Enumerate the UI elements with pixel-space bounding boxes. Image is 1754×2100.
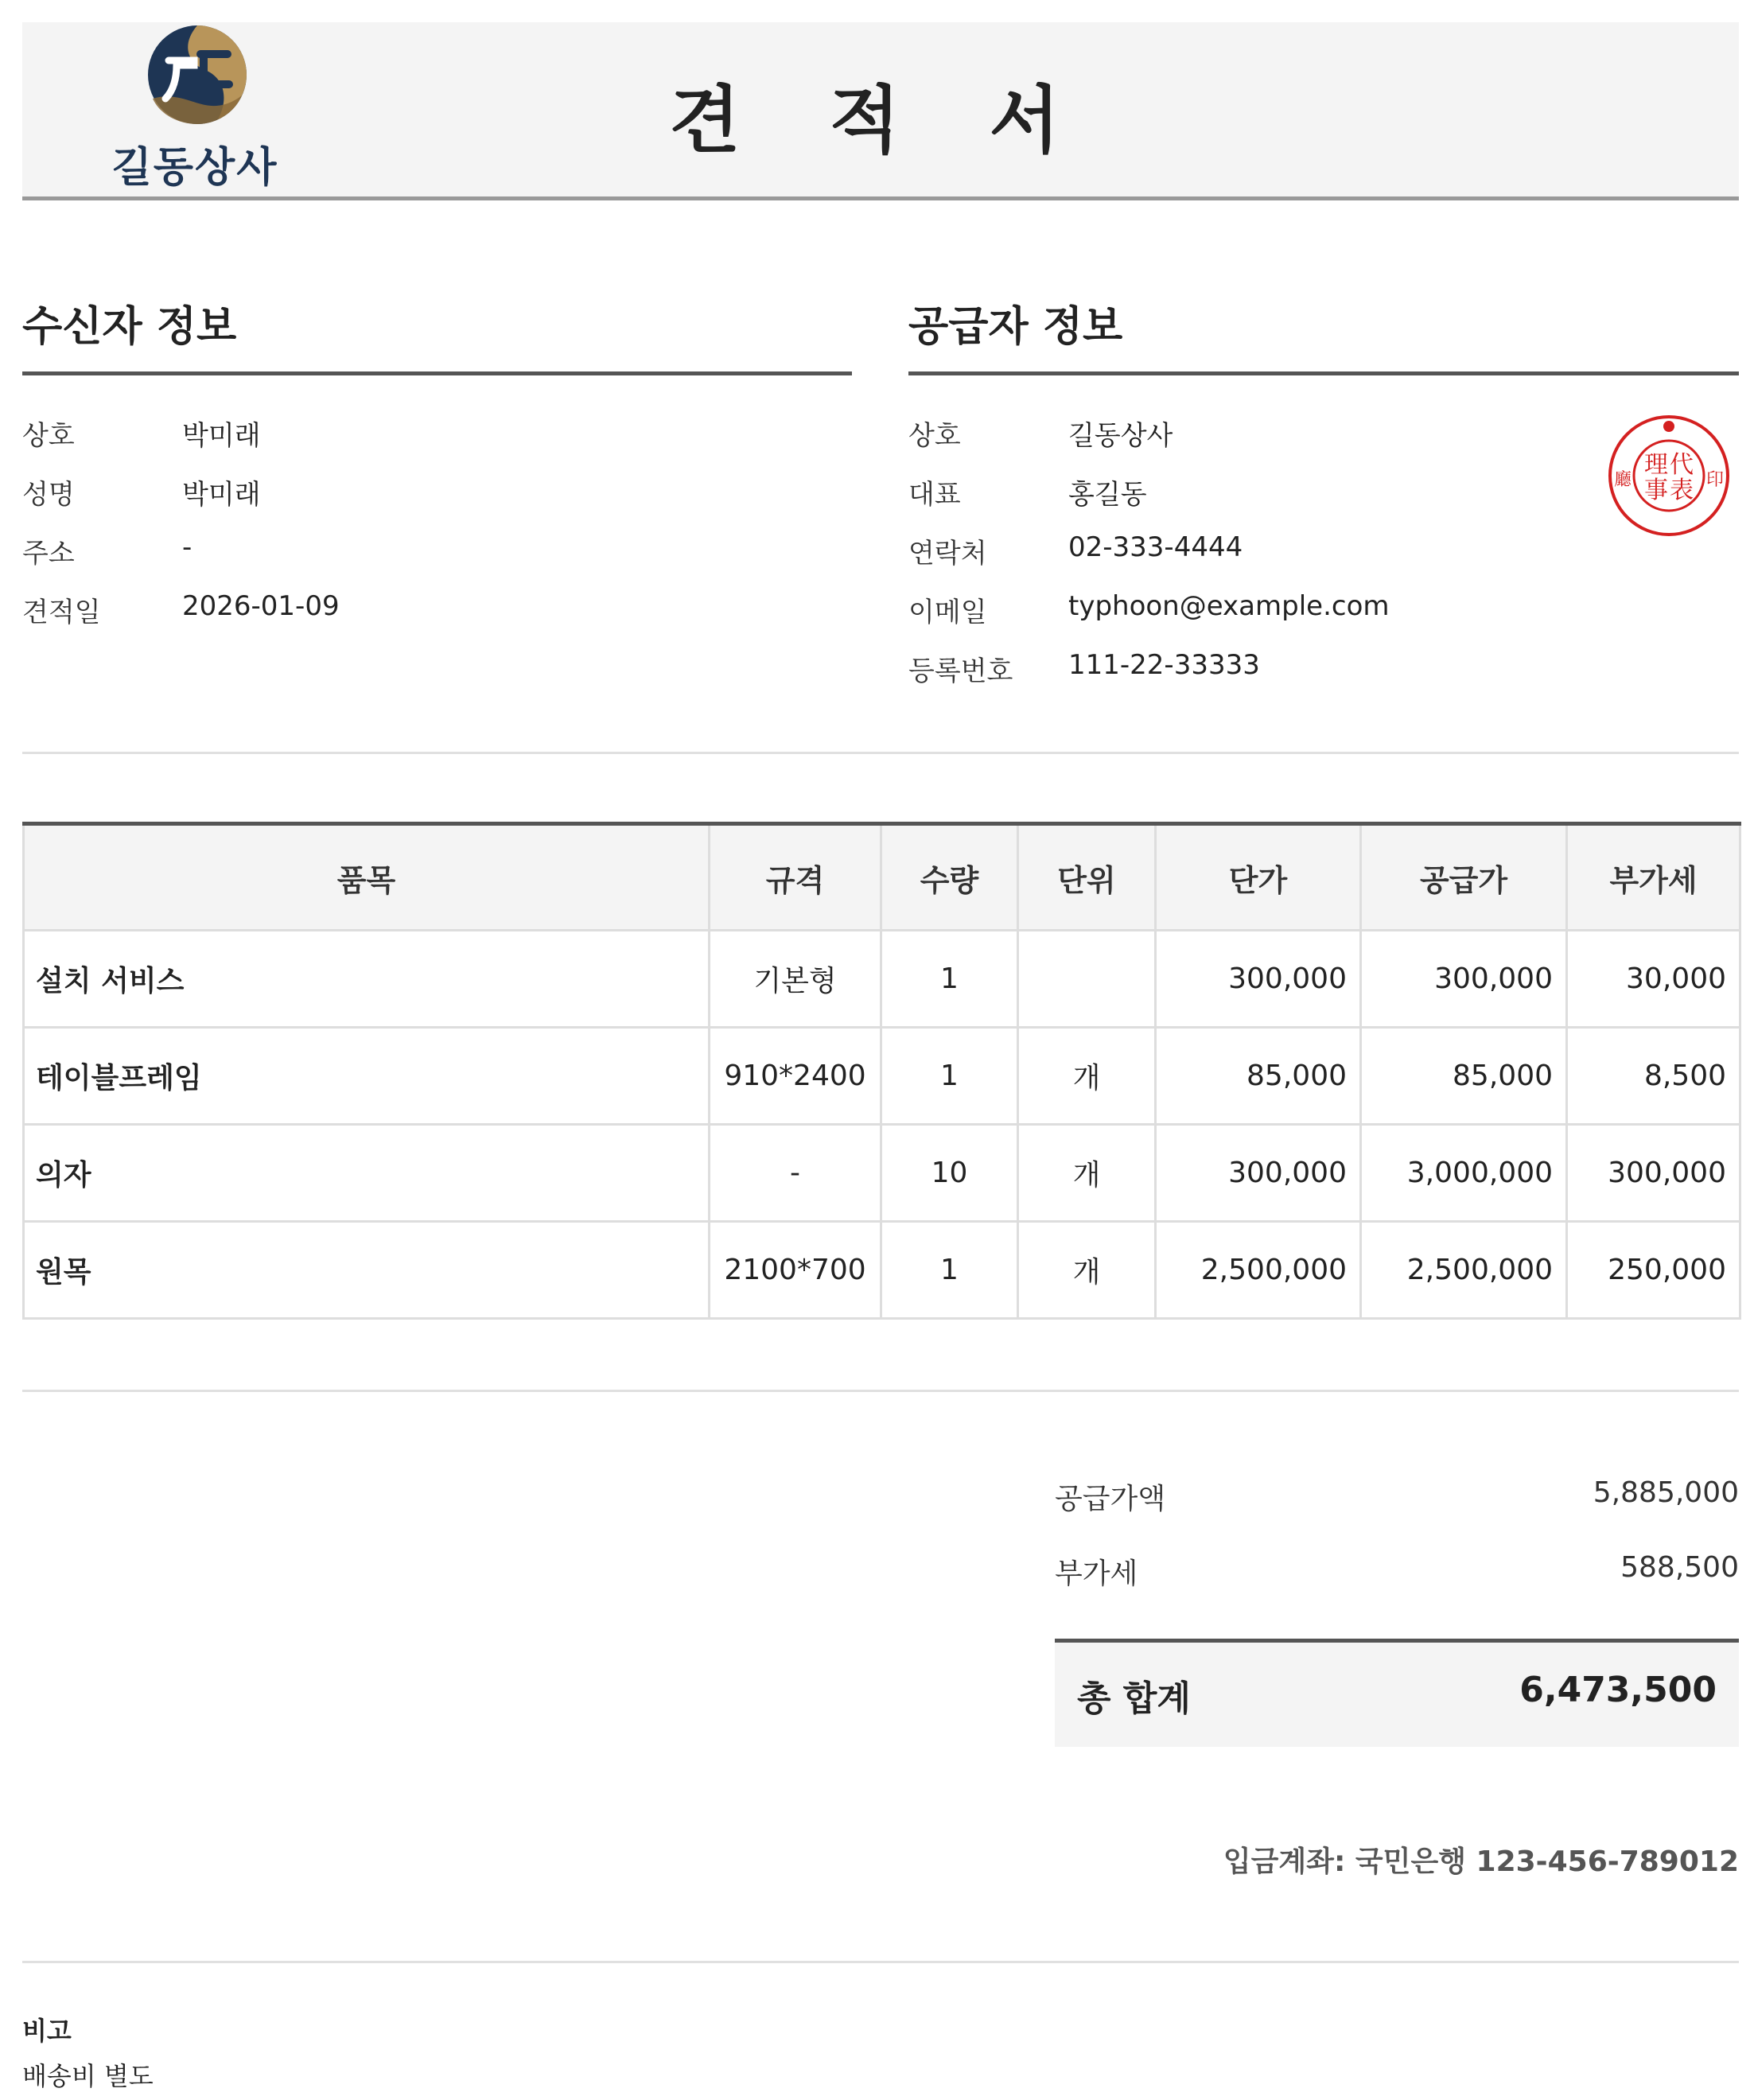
column-header-unit: 단위 [1018, 824, 1156, 931]
supplier-company-label: 상호 [908, 420, 961, 452]
item-qty: 1 [881, 1028, 1018, 1125]
seal-char: 理 [1644, 451, 1668, 479]
item-vat: 30,000 [1567, 931, 1740, 1028]
seal-char: 廳 [1613, 470, 1632, 490]
column-header-unit-price: 단가 [1156, 824, 1361, 931]
document-title: 견 적 서 [669, 78, 1092, 163]
item-unit-price: 2,500,000 [1156, 1222, 1361, 1319]
item-spec: 2100*700 [710, 1222, 881, 1319]
recipient-company-value: 박미래 [182, 420, 261, 452]
seal-char: 代 [1670, 451, 1694, 479]
supplier-email-label: 이메일 [908, 597, 987, 628]
item-qty: 1 [881, 931, 1018, 1028]
logo-text: 길동상사 [111, 144, 278, 192]
recipient-divider [22, 371, 852, 375]
seal-char: 事 [1644, 476, 1668, 504]
supplier-ceo-label: 대표 [908, 479, 961, 511]
recipient-address-label: 주소 [22, 538, 75, 570]
supplier-company-value: 길동상사 [1068, 420, 1173, 452]
item-unit-price: 85,000 [1156, 1028, 1361, 1125]
supplier-regno-value: 111-22-33333 [1068, 649, 1260, 681]
supply-total-label: 공급가액 [1055, 1483, 1166, 1515]
item-unit: 개 [1018, 1222, 1156, 1319]
vat-total-value: 588,500 [1620, 1551, 1739, 1584]
section-divider [22, 752, 1739, 754]
supplier-email-value: typhoon@example.com [1068, 590, 1390, 622]
item-name: 테이블프레임 [24, 1028, 710, 1125]
item-supply: 85,000 [1361, 1028, 1567, 1125]
supplier-ceo-value: 홍길동 [1068, 479, 1147, 511]
recipient-section-title: 수신자 정보 [22, 303, 237, 351]
item-name: 설치 서비스 [24, 931, 710, 1028]
table-row [24, 1222, 1740, 1319]
quote-date-label: 견적일 [22, 597, 101, 628]
item-unit-price: 300,000 [1156, 931, 1361, 1028]
item-vat: 300,000 [1567, 1125, 1740, 1222]
item-supply: 300,000 [1361, 931, 1567, 1028]
seal-icon [1605, 412, 1733, 539]
supplier-phone-label: 연락처 [908, 538, 987, 570]
grand-total-box [1055, 1639, 1739, 1747]
table-row [24, 1125, 1740, 1222]
grand-total-label: 총 합계 [1077, 1678, 1191, 1719]
table-header-row [24, 824, 1740, 931]
item-name: 원목 [24, 1222, 710, 1319]
quote-date-value: 2026-01-09 [182, 590, 340, 622]
column-header-vat: 부가세 [1567, 824, 1740, 931]
supplier-regno-label: 등록번호 [908, 655, 1013, 687]
seal-char: 印 [1705, 470, 1725, 490]
section-divider [22, 1390, 1739, 1392]
item-qty: 10 [881, 1125, 1018, 1222]
column-header-item: 품목 [24, 824, 710, 931]
item-vat: 8,500 [1567, 1028, 1740, 1125]
item-supply: 3,000,000 [1361, 1125, 1567, 1222]
items-table [22, 822, 1741, 1320]
item-spec: 910*2400 [710, 1028, 881, 1125]
seal-char: 表 [1670, 476, 1694, 504]
section-divider [22, 1961, 1739, 1963]
grand-total-value: 6,473,500 [1519, 1670, 1717, 1710]
recipient-company-label: 상호 [22, 420, 75, 452]
remarks-label: 비고 [22, 2016, 72, 2046]
item-unit: 개 [1018, 1125, 1156, 1222]
item-spec: 기본형 [710, 931, 881, 1028]
column-header-qty: 수량 [881, 824, 1018, 931]
table-row [24, 931, 1740, 1028]
recipient-name-label: 성명 [22, 479, 75, 511]
item-supply: 2,500,000 [1361, 1222, 1567, 1319]
item-name: 의자 [24, 1125, 710, 1222]
remarks-text: 배송비 별도 [22, 2061, 154, 2091]
item-qty: 1 [881, 1222, 1018, 1319]
vat-total-label: 부가세 [1055, 1558, 1138, 1590]
supplier-divider [908, 371, 1739, 375]
column-header-spec: 규격 [710, 824, 881, 931]
item-unit-price: 300,000 [1156, 1125, 1361, 1222]
table-row [24, 1028, 1740, 1125]
recipient-name-value: 박미래 [182, 479, 261, 511]
supplier-section-title: 공급자 정보 [908, 303, 1123, 351]
item-unit [1018, 931, 1156, 1028]
bank-account-info: 입금계좌: 국민은행 123-456-789012 [1223, 1845, 1739, 1878]
item-unit: 개 [1018, 1028, 1156, 1125]
supplier-phone-value: 02-333-4444 [1068, 531, 1243, 563]
recipient-address-value: - [182, 531, 193, 563]
document-header [22, 22, 1739, 200]
item-spec: - [710, 1125, 881, 1222]
column-header-supply: 공급가 [1361, 824, 1567, 931]
item-vat: 250,000 [1567, 1222, 1740, 1319]
supply-total-value: 5,885,000 [1593, 1476, 1739, 1509]
company-seal-stamp [1605, 412, 1733, 539]
